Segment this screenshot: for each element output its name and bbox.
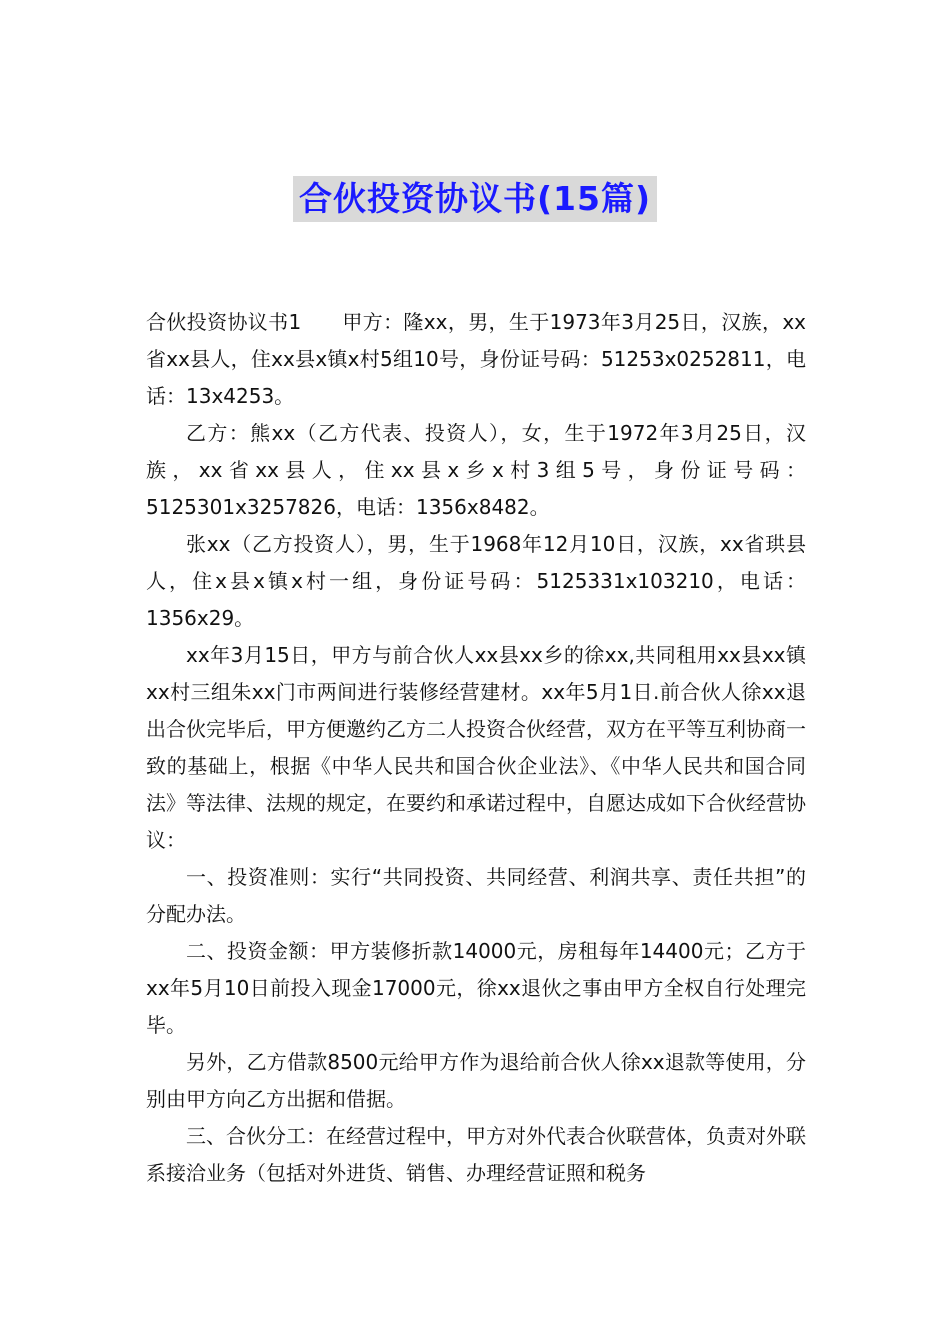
paragraph-1: 合伙投资协议书1 甲方：隆xx，男，生于1973年3月25日，汉族，xx省xx县人，住xx县x镇x村5组10号，身份证号码：51253x0252811，电话：13x4253。: [146, 310, 806, 408]
paragraph-3: 张xx（乙方投资人），男，生于1968年12月10日，汉族，xx省珙县人，住x县x镇x村一组，身份证号码：5125331x103210，电话：1356x29。: [146, 532, 806, 630]
paragraph-5: 一、投资准则：实行“共同投资、共同经营、利润共享、责任共担”的分配办法。: [146, 865, 806, 926]
document-title: 合伙投资协议书(15篇): [293, 176, 657, 222]
paragraph-6: 二、投资金额：甲方装修折款14000元，房租每年14400元；乙方于xx年5月10日前投入现金17000元，徐xx退伙之事由甲方全权自行处理完毕。: [146, 939, 806, 1037]
paragraph-4: xx年3月15日，甲方与前合伙人xx县xx乡的徐xx,共同租用xx县xx镇xx村三组朱xx门市两间进行装修经营建材。xx年5月1日.前合伙人徐xx退出合伙完毕后，甲方便邀约乙方二人投资合伙经营，双方在平等互利协商一致的基础上，根据《中华人民共和国合伙企业法》、《中华人民共和国合同法》等法律、法规的规定，在要约和承诺过程中，自愿达成如下合伙经营协议：: [146, 643, 806, 852]
paragraph-2: 乙方：熊xx（乙方代表、投资人），女，生于1972年3月25日，汉族，xx省xx县人，住xx县x乡x村3组5号，身份证号码：5125301x3257826，电话：1356x8482。: [146, 421, 806, 519]
paragraph-7: 另外，乙方借款8500元给甲方作为退给前合伙人徐xx退款等使用，分别由甲方向乙方出据和借据。: [146, 1050, 806, 1111]
paragraph-8: 三、合伙分工：在经营过程中，甲方对外代表合伙联营体，负责对外联系接洽业务（包括对外进货、销售、办理经营证照和税务: [146, 1124, 806, 1185]
document-body: [146, 304, 806, 1192]
title-container: [0, 176, 950, 222]
